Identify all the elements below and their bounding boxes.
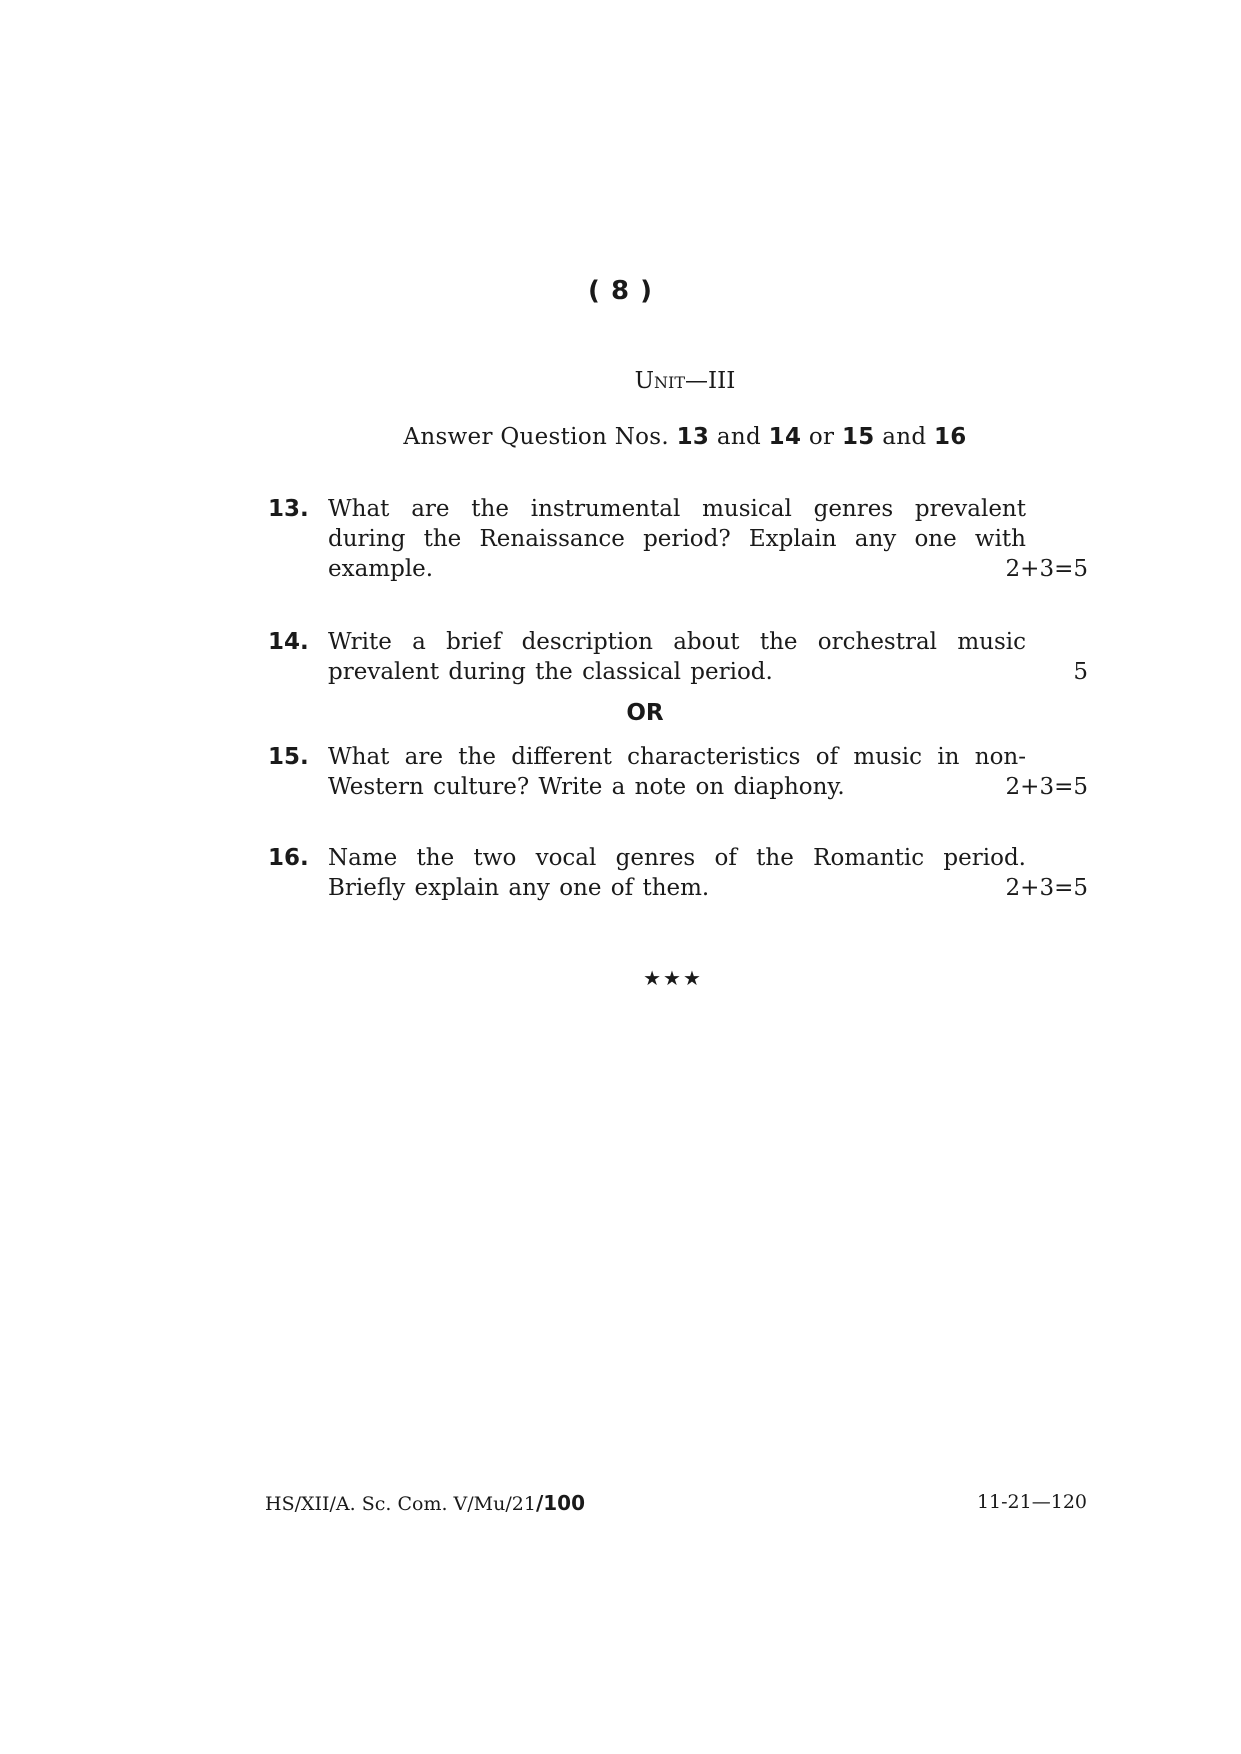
footer-print-code: 11-21—120 [976,1491,1087,1513]
question-15 [268,742,1088,812]
instruction-prefix: Answer Question Nos. [403,424,669,450]
question-13 [268,494,1088,594]
question-text [328,494,1026,584]
question-line: during the Renaissance period? Explain any one with [328,526,1026,552]
instruction-line [0,424,1241,450]
question-text [328,742,1026,802]
question-text [328,627,1026,687]
footer-paper-code [265,1491,585,1515]
instruction-or: or [808,424,835,450]
instruction-question-15: 15 [841,424,875,450]
instruction-question-16: 16 [933,424,967,450]
instruction-question-13: 13 [676,424,710,450]
question-line: Write a brief description about the orchestral music [328,629,1026,655]
question-14 [268,627,1088,697]
question-line: Name the two vocal genres of the Romantic period. [328,845,1026,871]
question-line: example. [328,556,434,582]
question-text [328,843,1026,903]
question-number: 13. [268,496,309,522]
question-number: 16. [268,845,309,871]
question-line: What are the instrumental musical genres prevalent [328,496,1026,522]
instruction-and: and [716,424,762,450]
end-marker-stars: ★★★ [643,966,703,990]
question-marks: 2+3=5 [1005,875,1088,901]
footer-code-text: HS/XII/A. Sc. Com. V/Mu/21 [265,1493,536,1515]
question-marks: 5 [1073,659,1088,685]
question-16 [268,843,1088,913]
question-number: 14. [268,629,309,655]
question-marks: 2+3=5 [1005,556,1088,582]
footer-count: /100 [535,1491,585,1515]
question-marks: 2+3=5 [1005,774,1088,800]
question-line: Western culture? Write a note on diaphony. [328,774,845,800]
unit-heading: Unit—III [634,368,736,394]
question-line: Briefly explain any one of them. [328,875,710,901]
page-number: ( 8 ) [588,276,653,306]
or-divider: OR [626,700,664,726]
instruction-question-14: 14 [768,424,802,450]
question-line: prevalent during the classical period. [328,659,773,685]
question-line: What are the different characteristics of music in non- [328,744,1026,770]
question-number: 15. [268,744,309,770]
instruction-and: and [882,424,927,450]
